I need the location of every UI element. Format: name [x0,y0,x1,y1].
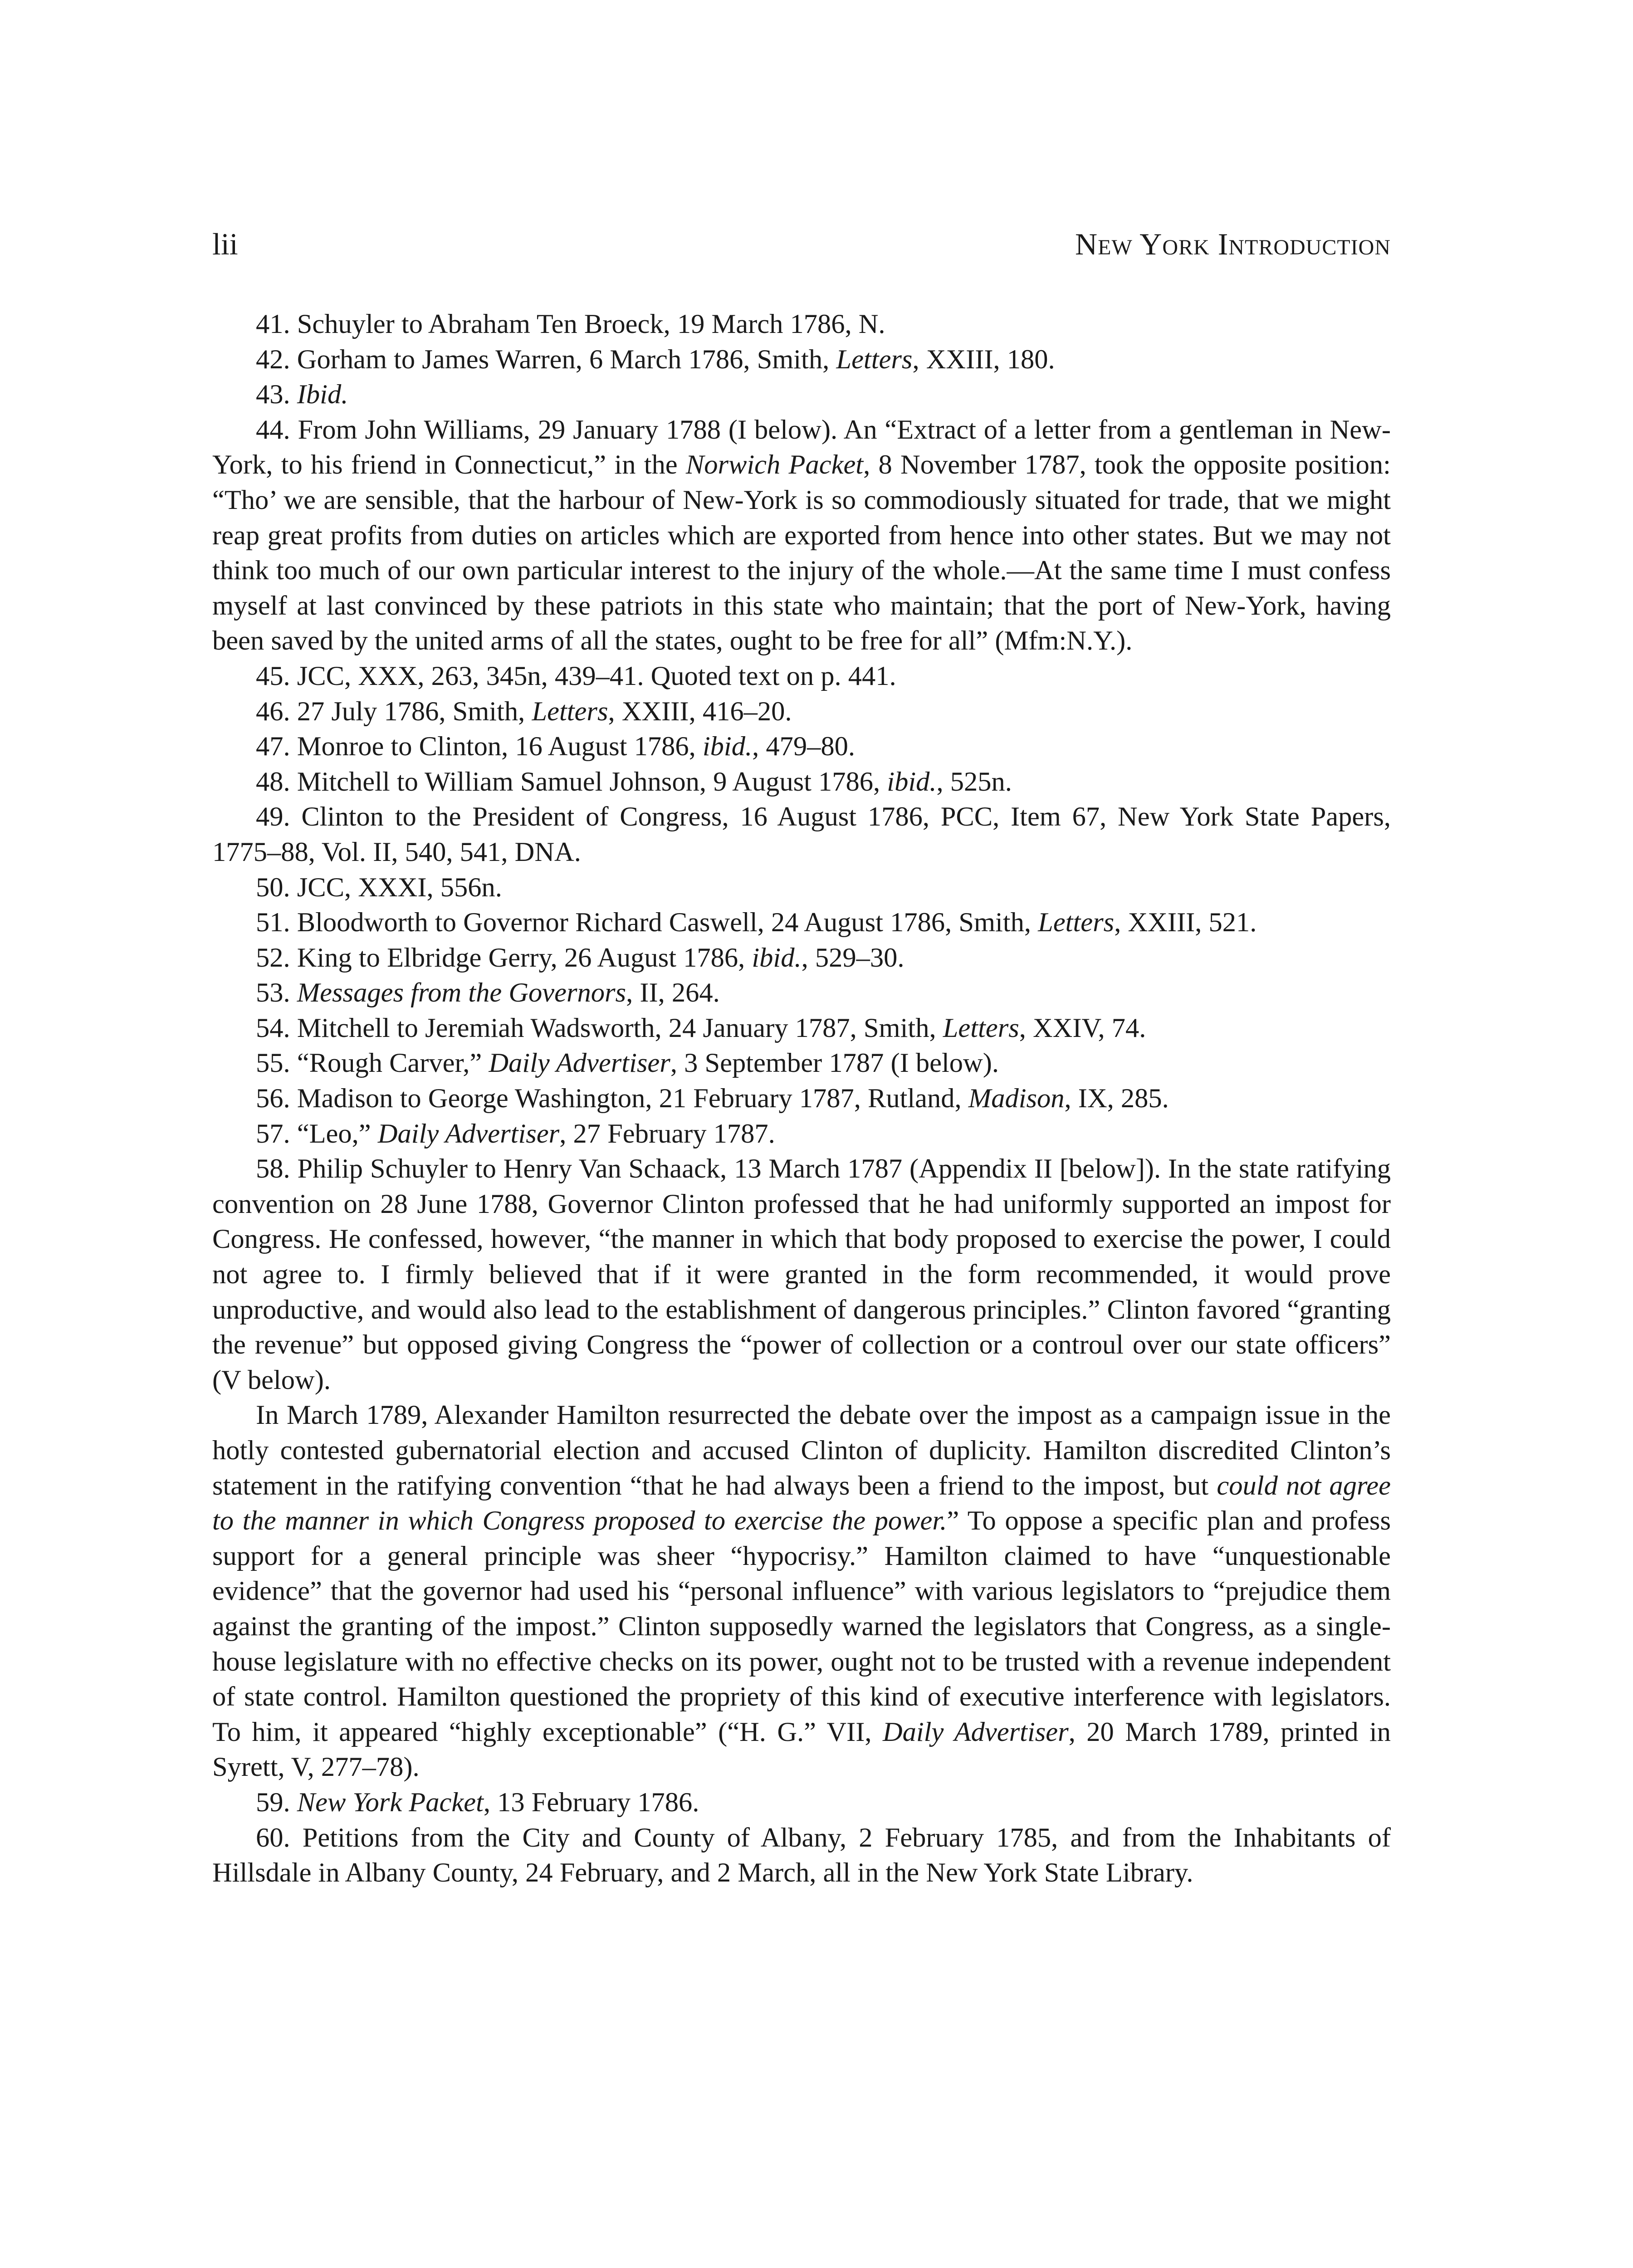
endnote-n43 [212,377,1391,412]
page-header [212,221,1391,271]
italic-citation: Daily Advertiser [489,1048,670,1079]
note-text: 44. From John Williams, 29 January 1788 (I below). An “Extract of a letter from a gentleman in New-York, to his friend in Connecticut,” in the [212,414,1391,480]
note-text: , 20 March 1789, printed in Syrett, V, 277–78). [212,1716,1391,1783]
endnote-n53 [212,975,1391,1011]
note-text: 43. [256,379,297,410]
endnote-n41 [212,307,1391,342]
note-text: , XXIII, 416–20. [608,696,792,727]
note-text: In March 1789, Alexander Hamilton resurrected the debate over the impost as a campaign issue in the hotly contested gubernatorial election and accused Clinton of duplicity. Hamilton discredited Clinton’s statement in the ratifying convention “that he had always been a friend to the impost, but [212,1400,1391,1501]
page-number: lii [212,227,238,261]
note-text: 41. Schuyler to Abraham Ten Broeck, 19 March 1786, N. [256,309,885,339]
note-text: 59. [256,1787,297,1818]
note-text: 49. Clinton to the President of Congress, 16 August 1786, PCC, Item 67, New York State Papers, 1775–88, Vol. II, 540, 541, DNA. [212,802,1391,867]
endnote-n58b [212,1398,1391,1785]
note-text: 55. “Rough Carver,” [256,1048,489,1079]
italic-citation: Letters [943,1012,1019,1043]
italic-citation: Letters [1038,907,1115,938]
endnote-n46 [212,694,1391,729]
endnote-n48 [212,764,1391,800]
note-text: , 525n. [936,766,1012,797]
note-text: 56. Madison to George Washington, 21 February 1787, Rutland, [256,1083,968,1114]
note-text: 45. JCC, XXX, 263, 345n, 439–41. Quoted text on p. 441. [256,660,896,691]
note-text: 48. Mitchell to William Samuel Johnson, 9 August 1786, [256,766,887,797]
note-text: 47. Monroe to Clinton, 16 August 1786, [256,731,703,762]
endnote-n45 [212,659,1391,694]
note-text: ” To oppose a specific plan and profess support for a general principle was sheer “hypocrisy.” Hamilton claimed to have “unquestionable evidence” that the governor had used his “personal influence” with various legislators to “prejudice them against the granting of the impost.” Clinton supposedly warned the legislators that Congress, as a single-house legislature with no effective checks on its power, ought not to be trusted with a revenue independent of state control. Hamilton questioned the propriety of this kind of executive interference with legislators. To him, it appeared “highly exceptionable” (“H. G.” VII, [212,1505,1391,1747]
endnote-n51 [212,905,1391,940]
italic-citation: Messages from the Governors [297,978,626,1008]
note-text: 57. “Leo,” [256,1118,378,1149]
note-text: , 3 September 1787 (I below). [670,1048,999,1079]
note-text: 46. 27 July 1786, Smith, [256,696,532,727]
endnote-n50 [212,870,1391,905]
endnote-n59 [212,1785,1391,1820]
note-text: , 8 November 1787, took the opposite position: “Tho’ we are sensible, that the harbour of New-York is so commodiously situated for trade, that we might reap great profits from duties on articles which are exported from hence into other states. But we may not think too much of our own particular interest to the injury of the whole.—At the same time I must confess myself at last convinced by these patriots in this state who maintain; that the port of New-York, having been saved by the united arms of all the states, ought to be free for all” (Mfm:N.Y.). [212,450,1391,656]
endnote-n47 [212,729,1391,764]
italic-citation: Norwich Packet [685,450,864,480]
italic-citation: Letters [836,344,913,375]
endnote-n42 [212,342,1391,377]
note-text: 50. JCC, XXXI, 556n. [256,872,502,903]
note-text: , II, 264. [626,978,720,1008]
note-text: , IX, 285. [1064,1083,1169,1114]
italic-citation: could not agree to the manner in which Congress proposed to exercise the power. [212,1470,1391,1536]
note-text: 52. King to Elbridge Gerry, 26 August 1786, [256,942,752,973]
italic-citation: Ibid. [297,379,348,410]
italic-citation: Daily Advertiser [882,1716,1069,1747]
italic-citation: Daily Advertiser [377,1118,560,1149]
note-text: , 529–30. [801,942,905,973]
note-text: , XXIII, 521. [1114,907,1257,938]
note-text: , XXIV, 74. [1019,1012,1146,1043]
note-text: 51. Bloodworth to Governor Richard Caswell, 24 August 1786, Smith, [256,907,1038,938]
note-text: , 27 February 1787. [559,1118,775,1149]
italic-citation: ibid. [702,731,753,762]
endnote-n60 [212,1820,1391,1891]
italic-citation: Letters [532,696,608,727]
endnote-n55 [212,1046,1391,1081]
note-text: 60. Petitions from the City and County of Albany, 2 February 1785, and from the Inhabitants of Hillsdale in Albany County, 24 February, and 2 March, all in the New York State Library. [212,1822,1391,1888]
italic-citation: Madison [968,1083,1065,1114]
endnote-n57 [212,1116,1391,1152]
endnote-n58 [212,1151,1391,1398]
endnote-n56 [212,1081,1391,1116]
italic-citation: New York Packet [297,1787,484,1818]
note-text: 54. Mitchell to Jeremiah Wadsworth, 24 January 1787, Smith, [256,1012,943,1043]
italic-citation: ibid. [752,942,802,973]
note-text: 53. [256,978,297,1008]
note-text: , 479–80. [752,731,855,762]
endnote-n52 [212,940,1391,976]
endnote-n44 [212,412,1391,659]
note-text: 42. Gorham to James Warren, 6 March 1786, Smith, [256,344,836,375]
italic-citation: ibid. [887,766,937,797]
endnotes-body [212,307,1391,1891]
endnote-n54 [212,1011,1391,1046]
note-text: 58. Philip Schuyler to Henry Van Schaack, 13 March 1787 (Appendix II [below]). In the state ratifying convention on 28 June 1788, Governor Clinton professed that he had uniformly supported an impost for Congress. He confessed, however, “the manner in which that body proposed to exercise the power, I could not agree to. I firmly believed that if it were granted in the form recommended, it would prove unproductive, and would also lead to the establishment of dangerous principles.” Clinton favored “granting the revenue” but opposed giving Congress the “power of collection or a controul over our state officers” (V below). [212,1154,1391,1395]
note-text: , XXIII, 180. [912,344,1055,375]
running-head: New York Introduction [1075,227,1391,261]
note-text: , 13 February 1786. [483,1787,699,1818]
endnote-n49 [212,799,1391,870]
